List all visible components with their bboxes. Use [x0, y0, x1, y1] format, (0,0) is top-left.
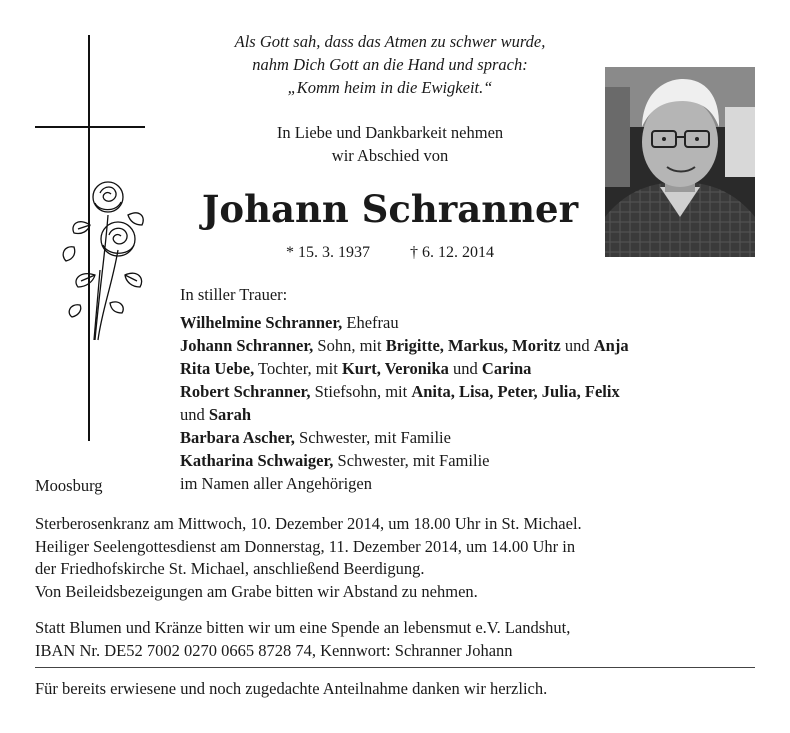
mourner-relation: und: [448, 359, 482, 378]
mourner-row: [180, 380, 760, 403]
life-dates: [180, 242, 600, 264]
mourner-name: Wilhelmine Schranner,: [180, 313, 343, 332]
mourner-row: [180, 449, 760, 472]
mourner-name: Barbara Ascher,: [180, 428, 295, 447]
mourner-name: Katharina Schwaiger,: [180, 451, 334, 470]
town-name: Moosburg: [35, 476, 103, 495]
service-line: Sterberosenkranz am Mittwoch, 10. Dezember 2014, um 18.00 Uhr in St. Michael.: [35, 514, 582, 533]
thanks-line: Für bereits erwiesene und noch zugedachte Anteilnahme danken wir herzlich.: [35, 679, 548, 698]
mourner-row: [180, 357, 760, 380]
mourner-row: [180, 403, 760, 426]
donation-line: Statt Blumen und Kränze bitten wir um eine Spende an lebensmut e.V. Landshut,: [35, 618, 571, 637]
mourner-relation: Sohn, mit: [313, 336, 386, 355]
cross-horizontal: [35, 126, 145, 128]
mourner-row: [180, 334, 760, 357]
service-info: [35, 513, 760, 603]
portrait-photo: [605, 67, 755, 257]
mourning-header: In stiller Trauer:: [180, 285, 288, 304]
mourner-name: Kurt, Veronika: [341, 359, 449, 378]
deceased-name: Johann Schranner: [201, 187, 579, 231]
mourner-name: Johann Schranner,: [180, 336, 314, 355]
mourner-row: [180, 426, 760, 449]
divider: [35, 667, 755, 668]
roses-icon: [50, 175, 150, 345]
poem-line: Als Gott sah, dass das Atmen zu schwer wurde,: [234, 32, 546, 51]
poem-line: „Komm heim in die Ewigkeit.“: [287, 78, 493, 97]
mourner-relation: Schwester, mit Familie: [294, 428, 451, 447]
death-date: † 6. 12. 2014: [410, 244, 494, 261]
mourner-name: Brigitte, Markus, Moritz: [385, 336, 561, 355]
mourner-relation: und: [560, 336, 594, 355]
mourner-row: [180, 311, 760, 334]
service-line: Heiliger Seelengottesdienst am Donnerstag, 11. Dezember 2014, um 14.00 Uhr in: [35, 536, 576, 556]
mourner-name: Carina: [481, 359, 532, 378]
intro-line: In Liebe und Dankbarkeit nehmen: [276, 123, 504, 142]
mourner-name: Anita, Lisa, Peter, Julia, Felix: [411, 382, 620, 401]
mourners-block: [180, 283, 760, 495]
all-relatives-line: im Namen aller Angehörigen: [180, 474, 372, 493]
mourner-name: Sarah: [208, 405, 252, 424]
mourner-name: Robert Schranner,: [180, 382, 311, 401]
birth-date: * 15. 3. 1937: [286, 244, 370, 261]
poem: [180, 30, 600, 99]
poem-line: nahm Dich Gott an die Hand und sprach:: [252, 55, 528, 74]
intro-text: [180, 121, 600, 167]
mourner-name: Rita Uebe,: [180, 359, 255, 378]
service-line: Von Beileidsbezeigungen am Grabe bitten wir Abstand zu nehmen.: [35, 581, 478, 601]
service-line: der Friedhofskirche St. Michael, anschließend Beerdigung.: [35, 559, 425, 578]
donation-line: IBAN Nr. DE52 7002 0270 0665 8728 74, Kennwort: Schranner Johann: [35, 640, 513, 660]
mourner-name: Anja: [593, 336, 629, 355]
intro-line: wir Abschied von: [331, 146, 449, 165]
mourner-relation: Stiefsohn, mit: [310, 382, 412, 401]
donation-info: [35, 617, 760, 662]
thanks-text: [35, 678, 760, 701]
mourner-relation: Ehefrau: [342, 313, 399, 332]
mourner-relation: Tochter, mit: [254, 359, 342, 378]
portrait-image: [605, 67, 755, 257]
mourner-relation: Schwester, mit Familie: [333, 451, 490, 470]
mourner-relation: und: [180, 405, 209, 424]
